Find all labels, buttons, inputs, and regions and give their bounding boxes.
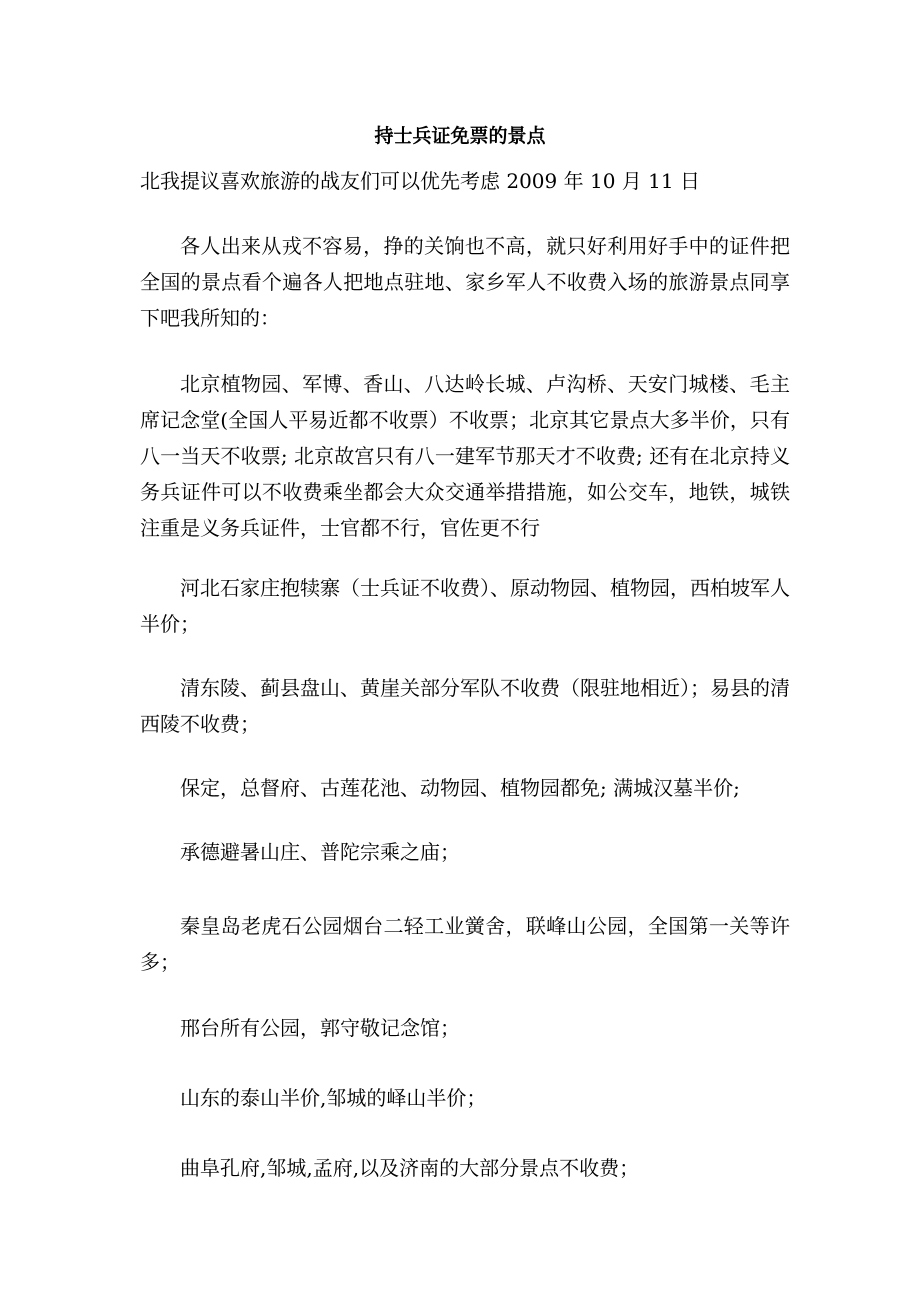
paragraph-beijing: 北京植物园、军博、香山、八达岭长城、卢沟桥、天安门城楼、毛主席记念堂(全国人平易近都不收票）不收票；北京其它景点大多半价，只有八一当天不收票; 北京故宫只有八一建军节那天才不收费; 还有在北京持义务兵证件可以不收费乘坐都会大众交通举措措施，如公交车，地铁，城铁注重是义务兵证件，士官都不行，官佐更不行 — [140, 372, 790, 540]
paragraph-intro: 各人出来从戎不容易，挣的关饷也不高，就只好利用好手中的证件把全国的景点看个遍各人把地点驻地、家乡军人不收费入场的旅游景点同享下吧我所知的： — [140, 234, 790, 330]
paragraph-baoding: 保定，总督府、古莲花池、动物园、植物园都免; 满城汉墓半价; — [180, 776, 740, 800]
paragraph-qufu: 曲阜孔府,邹城,孟府,以及济南的大部分景点不收费； — [180, 1156, 640, 1180]
paragraph-shijiazhuang: 河北石家庄抱犊寨（士兵证不收费）、原动物园、植物园，西柏坡军人半价； — [140, 576, 790, 636]
paragraph-qingdongling: 清东陵、蓟县盘山、黄崖关部分军队不收费（限驻地相近）；易县的清西陵不收费； — [140, 676, 790, 736]
document-subtitle: 北我提议喜欢旅游的战友们可以优先考虑 2009 年 10 月 11 日 — [140, 169, 700, 193]
paragraph-qinhuangdao: 秦皇岛老虎石公园烟台二轻工业黉舍，联峰山公园，全国第一关等许多； — [140, 914, 790, 974]
paragraph-chengde: 承德避暑山庄、普陀宗乘之庙； — [180, 840, 460, 864]
document-title: 持士兵证免票的景点 — [374, 125, 546, 147]
paragraph-shandong: 山东的泰山半价,邹城的峄山半价； — [180, 1086, 487, 1110]
paragraph-xingtai: 邢台所有公园，郭守敬记念馆； — [180, 1016, 460, 1040]
